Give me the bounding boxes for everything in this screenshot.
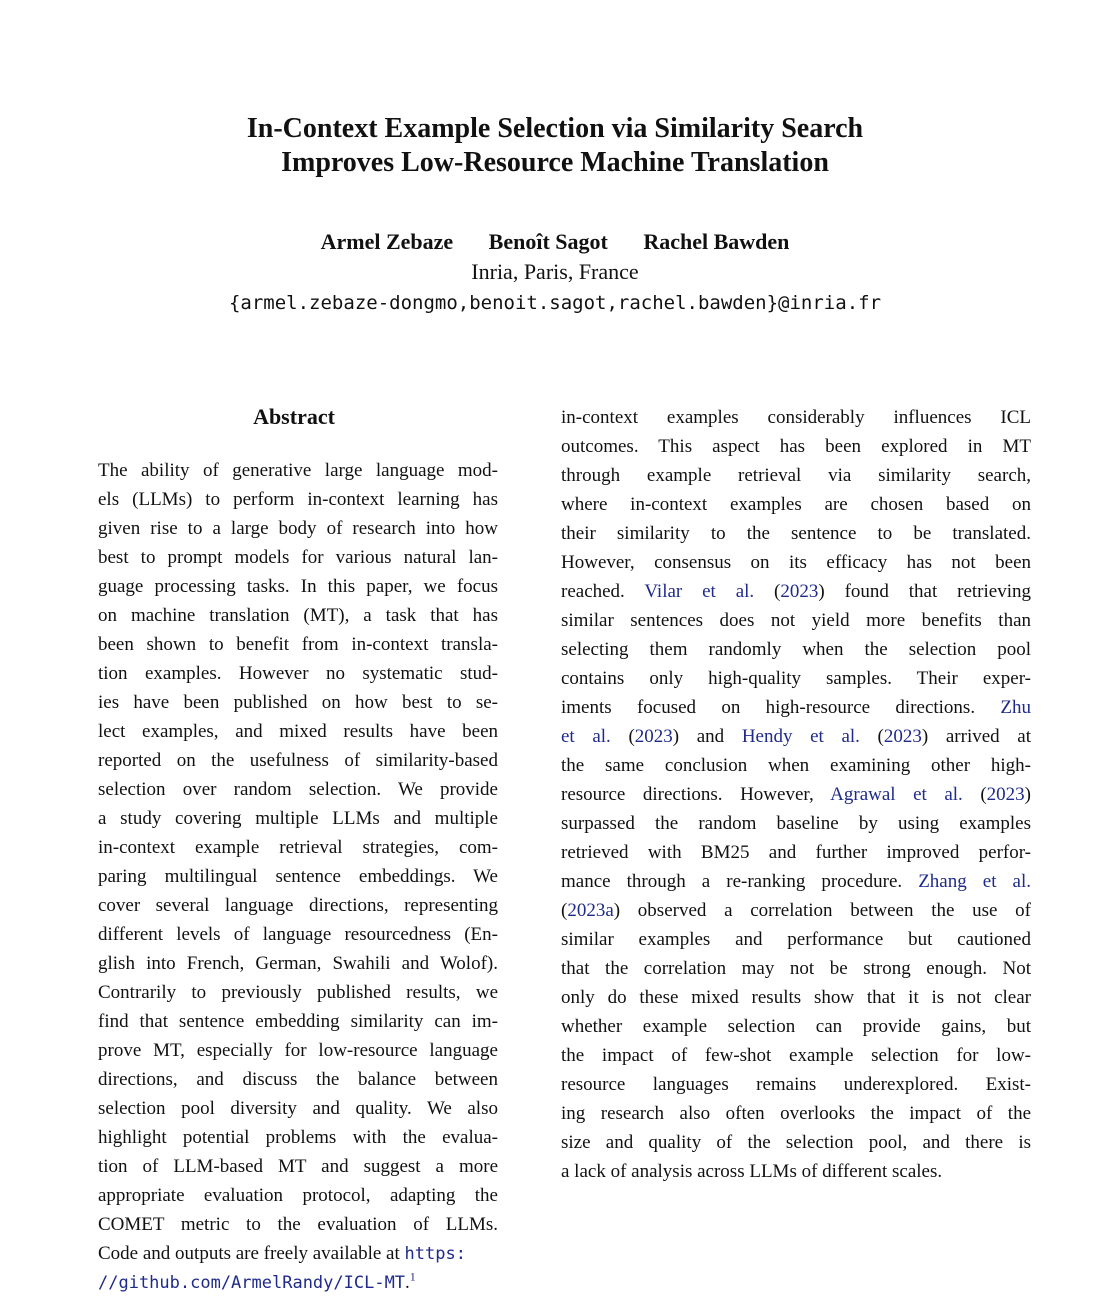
citation-link[interactable]: Vilar et al.	[644, 581, 755, 602]
abstract-line: cover several language directions, representing	[98, 895, 498, 916]
body-text: a lack of analysis across LLMs of different scales.	[561, 1161, 943, 1182]
code-url-link[interactable]: https:	[404, 1244, 466, 1264]
abstract-line: lect examples, and mixed results have been	[98, 721, 498, 742]
title-line-2: Improves Low-Resource Machine Translation	[281, 147, 829, 178]
body-text: selecting them randomly when the selection pool	[561, 639, 1031, 660]
body-line	[561, 838, 1031, 867]
body-line	[561, 519, 1031, 548]
code-url-line: //github.com/ArmelRandy/ICL-MT.$^1$	[98, 1269, 416, 1293]
body-line	[561, 606, 1031, 635]
body-text: resource languages remains underexplored. Exist-	[561, 1074, 1031, 1095]
body-text: in-context examples considerably influences ICL	[561, 407, 1031, 428]
body-text: contains only high-quality samples. Their exper-	[561, 668, 1031, 689]
body-text: (	[859, 726, 884, 747]
body-text: resource directions. However,	[561, 784, 831, 805]
abstract-line: directions, and discuss the balance between	[98, 1069, 498, 1090]
citation-link[interactable]: Agrawal et al.	[830, 784, 963, 805]
body-text: their similarity to the sentence to be translated.	[561, 523, 1031, 544]
abstract-line: on machine translation (MT), a task that has	[98, 605, 498, 626]
abstract-line: reported on the usefulness of similarity-based	[98, 750, 498, 771]
body-text: (	[561, 900, 568, 921]
body-line	[561, 722, 1031, 751]
abstract-line: Contrarily to previously published results, we	[98, 982, 498, 1003]
abstract-line: best to prompt models for various natural lan-	[98, 547, 498, 568]
body-line	[561, 403, 1031, 432]
abstract-line: prove MT, especially for low-resource language	[98, 1040, 498, 1061]
citation-link[interactable]: et al.	[561, 726, 611, 747]
body-text: similar examples and performance but cautioned	[561, 929, 1031, 950]
citation-link[interactable]: Zhu	[1000, 697, 1031, 718]
body-text: )	[1024, 784, 1031, 805]
body-text: outcomes. This aspect has been explored in MT	[561, 436, 1031, 457]
abstract-line: find that sentence embedding similarity can im-	[98, 1011, 498, 1032]
body-text: (	[610, 726, 635, 747]
body-line	[561, 1070, 1031, 1099]
abstract-body	[98, 456, 498, 1297]
body-line	[561, 983, 1031, 1012]
body-text: (	[962, 784, 987, 805]
abstract-line: selection over random selection. We provide	[98, 779, 498, 800]
body-text: the impact of few-shot example selection for low-	[561, 1045, 1031, 1066]
intro-right-column	[561, 403, 1031, 1186]
abstract-line: COMET metric to the evaluation of LLMs.	[98, 1214, 498, 1235]
author-name: Rachel Bawden	[643, 229, 790, 254]
body-text: ) arrived at	[921, 726, 1031, 747]
body-line	[561, 1157, 1031, 1186]
body-line	[561, 432, 1031, 461]
abstract-line: tion of LLM-based MT and suggest a more	[98, 1156, 498, 1177]
abstract-line: given rise to a large body of research into how	[98, 518, 498, 539]
body-text: the same conclusion when examining other high-	[561, 755, 1031, 776]
author-name: Benoît Sagot	[488, 229, 608, 254]
citation-link[interactable]: 2023	[883, 726, 922, 747]
body-line	[561, 867, 1031, 896]
abstract-line: selection pool diversity and quality. We also	[98, 1098, 498, 1119]
body-line	[561, 954, 1031, 983]
citation-link[interactable]: 2023a	[567, 900, 614, 921]
abstract-line: ies have been published on how best to se-	[98, 692, 498, 713]
abstract-heading: Abstract	[253, 404, 335, 429]
abstract-line: different levels of language resourcedness (En-	[98, 924, 498, 945]
code-url-link[interactable]: //github.com/ArmelRandy/ICL-MT	[98, 1273, 406, 1293]
author-name: Armel Zebaze	[320, 229, 454, 254]
body-text: mance through a re-ranking procedure.	[561, 871, 919, 892]
body-line	[561, 780, 1031, 809]
body-text: (	[754, 581, 781, 602]
abstract-line: paring multilingual sentence embeddings. We	[98, 866, 498, 887]
abstract-line: guage processing tasks. In this paper, we focus	[98, 576, 498, 597]
body-line	[561, 461, 1031, 490]
body-line	[561, 577, 1031, 606]
body-text: iments focused on high-resource directions.	[561, 697, 1001, 718]
body-line	[561, 1099, 1031, 1128]
abstract-line: tion examples. However no systematic stud-	[98, 663, 498, 684]
citation-link[interactable]: 2023	[780, 581, 819, 602]
body-text: surpassed the random baseline by using examples	[561, 813, 1031, 834]
body-line	[561, 751, 1031, 780]
paper-title	[0, 112, 1110, 180]
body-text: similar sentences does not yield more benefits than	[561, 610, 1031, 631]
body-text: through example retrieval via similarity search,	[561, 465, 1031, 486]
body-text: where in-context examples are chosen based on	[561, 494, 1031, 515]
abstract-line: a study covering multiple LLMs and multiple	[98, 808, 498, 829]
title-line-1: In-Context Example Selection via Similarity Search	[246, 113, 864, 144]
body-text: only do these mixed results show that it is not clear	[561, 987, 1031, 1008]
citation-link[interactable]: 2023	[986, 784, 1025, 805]
body-text: ) found that retrieving	[818, 581, 1031, 602]
footnote-marker[interactable]: 1	[409, 1269, 416, 1284]
body-text: ) and	[672, 726, 742, 747]
abstract-line: in-context example retrieval strategies, com-	[98, 837, 498, 858]
body-text: reached.	[561, 581, 645, 602]
body-line	[561, 1128, 1031, 1157]
abstract-line: been shown to benefit from in-context transla-	[98, 634, 498, 655]
body-line	[561, 1041, 1031, 1070]
abstract-line: glish into French, German, Swahili and Wolof).	[98, 953, 498, 974]
abstract-line: highlight potential problems with the evalua-	[98, 1127, 498, 1148]
citation-link[interactable]: Zhang et al.	[918, 871, 1031, 892]
abstract-line: els (LLMs) to perform in-context learning has	[98, 489, 498, 510]
author-emails: {armel.zebaze-dongmo,benoit.sagot,rachel.bawden}@inria.fr	[228, 292, 882, 314]
citation-link[interactable]: 2023	[634, 726, 673, 747]
abstract-line: appropriate evaluation protocol, adapting the	[98, 1185, 498, 1206]
abstract-line: The ability of generative large language mod-	[98, 460, 498, 481]
body-text: that the correlation may not be strong enough. Not	[561, 958, 1031, 979]
body-line	[561, 809, 1031, 838]
body-line	[561, 548, 1031, 577]
body-text: whether example selection can provide gains, but	[561, 1016, 1031, 1037]
body-line	[561, 693, 1031, 722]
body-line	[561, 635, 1031, 664]
code-availability-line: Code and outputs are freely available at https:	[98, 1243, 466, 1264]
body-line	[561, 896, 1031, 925]
body-line	[561, 664, 1031, 693]
body-text: However, consensus on its efficacy has not been	[561, 552, 1031, 573]
citation-link[interactable]: Hendy et al.	[741, 726, 860, 747]
body-text: size and quality of the selection pool, and there is	[561, 1132, 1031, 1153]
body-line	[561, 925, 1031, 954]
body-text: retrieved with BM25 and further improved perfor-	[561, 842, 1031, 863]
body-text: ) observed a correlation between the use of	[613, 900, 1031, 921]
body-text: ing research also often overlooks the impact of the	[561, 1103, 1031, 1124]
body-line	[561, 1012, 1031, 1041]
affiliation: Inria, Paris, France	[471, 259, 639, 284]
author-list	[0, 228, 1110, 256]
body-line	[561, 490, 1031, 519]
